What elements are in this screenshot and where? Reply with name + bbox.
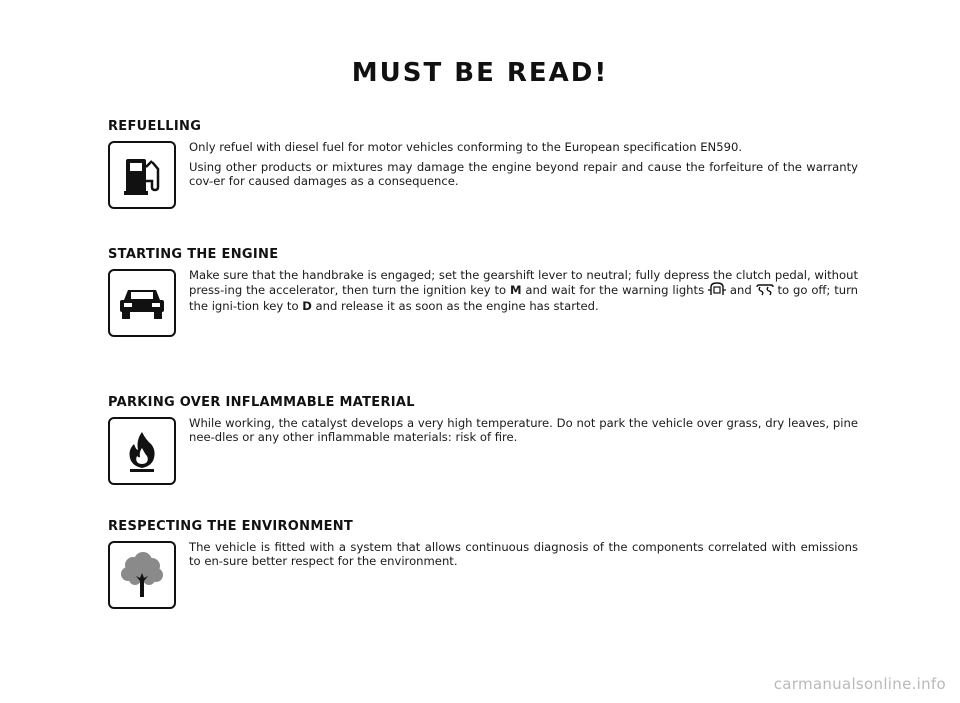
section-heading: STARTING THE ENGINE xyxy=(108,247,279,262)
section-heading: REFUELLING xyxy=(108,119,202,134)
paragraph: Only refuel with diesel fuel for motor vehicles conforming to the European specification EN590. xyxy=(189,140,743,154)
ignition-position-m: M xyxy=(509,283,522,297)
paragraph: The vehicle is fitted with a system that allows continuous diagnosis of the components correlated with emissions to en-sure better respect for the environment. xyxy=(189,540,858,568)
text-fragment: and xyxy=(726,283,756,297)
paragraph: Using other products or mixtures may damage the engine beyond repair and cause the forfeiture of the warranty cov-er for caused damages as a consequence. xyxy=(189,160,858,188)
text-fragment: to go off; turn the igni-tion key to xyxy=(189,283,858,313)
paragraph xyxy=(189,268,858,313)
section-heading: PARKING OVER INFLAMMABLE MATERIAL xyxy=(108,395,415,410)
page-title: MUST BE READ! xyxy=(351,58,609,88)
text-fragment: and wait for the warning lights xyxy=(521,283,708,297)
paragraph: While working, the catalyst develops a very high temperature. Do not park the vehicle over grass, dry leaves, pine nee-dles or any other inflammable materials: risk of fire. xyxy=(189,416,858,444)
flame-icon xyxy=(108,417,176,485)
section-environment xyxy=(108,518,858,618)
ignition-position-d: D xyxy=(302,299,312,313)
car-front-icon xyxy=(108,269,176,337)
immobilizer-warning-icon xyxy=(708,282,726,299)
fuel-pump-icon xyxy=(108,141,176,209)
text-fragment: Make sure that the handbrake is engaged; set the gearshift lever to neutral; fully depress the clutch pedal, without press-ing the accelerator, then turn the ignition key to xyxy=(189,268,858,297)
section-heading: RESPECTING THE ENVIRONMENT xyxy=(108,519,354,534)
watermark: carmanualsonline.info xyxy=(773,675,946,693)
glow-plug-icon xyxy=(756,284,774,299)
section-starting-engine xyxy=(108,246,858,346)
section-parking-inflammable xyxy=(108,394,858,494)
tree-icon xyxy=(108,541,176,609)
text-fragment: and release it as soon as the engine has started. xyxy=(311,299,599,313)
section-refuelling xyxy=(108,118,858,218)
